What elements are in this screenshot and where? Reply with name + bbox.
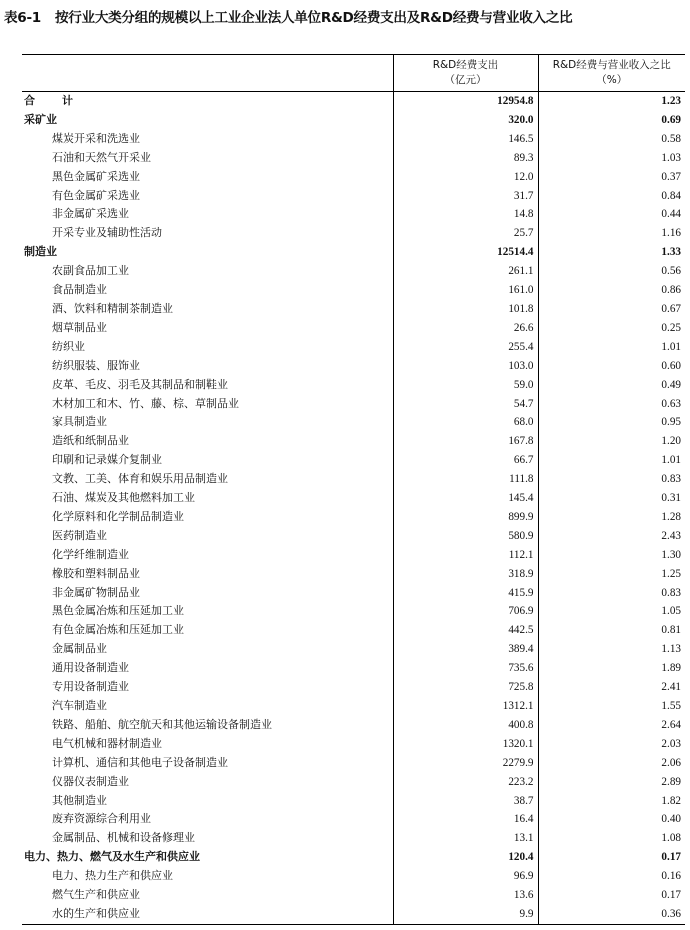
industry-name: 黑色金属冶炼和压延加工业 bbox=[52, 604, 184, 618]
industry-name: 食品制造业 bbox=[52, 283, 107, 297]
rd-expenditure-value: 13.1 bbox=[393, 829, 538, 848]
industry-name: 化学纤维制造业 bbox=[52, 547, 129, 561]
industry-name: 黑色金属矿采选业 bbox=[52, 169, 140, 183]
header-rd-expenditure-unit: （亿元） bbox=[444, 74, 487, 86]
rd-expenditure-value: 389.4 bbox=[393, 640, 538, 659]
table-row bbox=[22, 395, 685, 414]
table-row bbox=[22, 262, 685, 281]
rd-expenditure-value: 706.9 bbox=[393, 602, 538, 621]
table-row bbox=[22, 697, 685, 716]
table-row bbox=[22, 451, 685, 470]
industry-name: 仪器仪表制造业 bbox=[52, 774, 129, 788]
industry-name: 皮革、毛皮、羽毛及其制品和制鞋业 bbox=[52, 377, 228, 391]
rd-expenditure-value: 25.7 bbox=[393, 224, 538, 243]
table-title bbox=[4, 6, 690, 28]
rd-expenditure-value: 167.8 bbox=[393, 432, 538, 451]
rd-expenditure-value: 725.8 bbox=[393, 678, 538, 697]
rd-expenditure-value: 442.5 bbox=[393, 621, 538, 640]
rd-ratio-value: 1.28 bbox=[538, 508, 685, 527]
industry-name: 废弃资源综合利用业 bbox=[52, 812, 151, 826]
rd-ratio-value: 0.31 bbox=[538, 489, 685, 508]
industry-name: 医药制造业 bbox=[52, 528, 107, 542]
rd-expenditure-value: 14.8 bbox=[393, 205, 538, 224]
industry-name: 电力、热力生产和供应业 bbox=[52, 869, 173, 883]
table-row bbox=[22, 187, 685, 206]
table-row bbox=[22, 489, 685, 508]
rd-expenditure-value: 59.0 bbox=[393, 376, 538, 395]
rd-expenditure-value: 103.0 bbox=[393, 357, 538, 376]
table-row bbox=[22, 224, 685, 243]
industry-name: 开采专业及辅助性活动 bbox=[52, 226, 162, 240]
rd-ratio-value: 1.82 bbox=[538, 792, 685, 811]
rd-ratio-value: 2.41 bbox=[538, 678, 685, 697]
industry-name: 煤炭开采和洗选业 bbox=[52, 131, 140, 145]
data-table bbox=[22, 54, 685, 925]
table-row bbox=[22, 659, 685, 678]
rd-expenditure-value: 89.3 bbox=[393, 149, 538, 168]
industry-name: 汽车制造业 bbox=[52, 699, 107, 712]
table-number: 表6-1 bbox=[4, 10, 41, 26]
table-body bbox=[22, 92, 685, 925]
rd-ratio-value: 1.55 bbox=[538, 697, 685, 716]
table-row bbox=[22, 565, 685, 584]
industry-name: 电气机械和器材制造业 bbox=[52, 736, 162, 750]
table-row bbox=[22, 527, 685, 546]
rd-ratio-value: 0.40 bbox=[538, 810, 685, 829]
rd-ratio-value: 0.69 bbox=[538, 111, 685, 130]
rd-ratio-value: 2.64 bbox=[538, 716, 685, 735]
rd-expenditure-value: 580.9 bbox=[393, 527, 538, 546]
rd-ratio-value: 0.17 bbox=[538, 848, 685, 867]
rd-expenditure-value: 54.7 bbox=[393, 395, 538, 414]
rd-expenditure-value: 146.5 bbox=[393, 130, 538, 149]
industry-name: 文教、工美、体育和娱乐用品制造业 bbox=[52, 472, 228, 486]
rd-expenditure-value: 899.9 bbox=[393, 508, 538, 527]
industry-name: 其他制造业 bbox=[52, 793, 107, 807]
table-row bbox=[22, 168, 685, 187]
rd-expenditure-value: 96.9 bbox=[393, 867, 538, 886]
industry-name: 专用设备制造业 bbox=[52, 680, 129, 694]
table-row bbox=[22, 810, 685, 829]
rd-expenditure-value: 320.0 bbox=[393, 111, 538, 130]
table-row bbox=[22, 584, 685, 603]
rd-ratio-value: 0.63 bbox=[538, 395, 685, 414]
rd-expenditure-value: 223.2 bbox=[393, 773, 538, 792]
table-row bbox=[22, 792, 685, 811]
table-caption: 按行业大类分组的规模以上工业企业法人单位R&D经费支出及R&D经费与营业收入之比 bbox=[54, 10, 573, 26]
table-row bbox=[22, 432, 685, 451]
rd-ratio-value: 1.13 bbox=[538, 640, 685, 659]
industry-name: 非金属矿采选业 bbox=[52, 207, 129, 221]
rd-expenditure-value: 38.7 bbox=[393, 792, 538, 811]
rd-expenditure-value: 318.9 bbox=[393, 565, 538, 584]
table-row bbox=[22, 130, 685, 149]
rd-ratio-value: 0.44 bbox=[538, 205, 685, 224]
rd-ratio-value: 0.83 bbox=[538, 470, 685, 489]
industry-name: 金属制品、机械和设备修理业 bbox=[52, 831, 195, 845]
industry-name: 燃气生产和供应业 bbox=[52, 888, 140, 902]
rd-expenditure-value: 2279.9 bbox=[393, 754, 538, 773]
industry-name: 计算机、通信和其他电子设备制造业 bbox=[52, 755, 228, 769]
industry-name: 石油和天然气开采业 bbox=[52, 150, 151, 164]
industry-name: 有色金属矿采选业 bbox=[52, 188, 140, 202]
industry-name: 酒、饮料和精制茶制造业 bbox=[52, 301, 173, 315]
industry-name: 木材加工和木、竹、藤、棕、草制品业 bbox=[52, 396, 239, 410]
rd-ratio-value: 0.58 bbox=[538, 130, 685, 149]
table-row bbox=[22, 905, 685, 924]
industry-name: 化学原料和化学制品制造业 bbox=[52, 509, 184, 523]
industry-name: 采矿业 bbox=[24, 112, 57, 126]
rd-ratio-value: 0.36 bbox=[538, 905, 685, 924]
rd-expenditure-value: 101.8 bbox=[393, 300, 538, 319]
rd-ratio-value: 1.16 bbox=[538, 224, 685, 243]
section-row bbox=[22, 111, 685, 130]
table-row bbox=[22, 281, 685, 300]
table-header-row bbox=[22, 55, 685, 92]
rd-ratio-value: 0.83 bbox=[538, 584, 685, 603]
rd-ratio-value: 0.37 bbox=[538, 168, 685, 187]
rd-expenditure-value: 66.7 bbox=[393, 451, 538, 470]
rd-ratio-value: 0.67 bbox=[538, 300, 685, 319]
industry-name: 有色金属冶炼和压延加工业 bbox=[52, 623, 184, 637]
table-row bbox=[22, 376, 685, 395]
rd-expenditure-value: 1320.1 bbox=[393, 735, 538, 754]
rd-ratio-value: 1.01 bbox=[538, 338, 685, 357]
rd-ratio-value: 0.25 bbox=[538, 319, 685, 338]
rd-expenditure-value: 415.9 bbox=[393, 584, 538, 603]
rd-expenditure-value: 120.4 bbox=[393, 848, 538, 867]
rd-expenditure-value: 31.7 bbox=[393, 187, 538, 206]
header-rd-ratio bbox=[538, 55, 685, 92]
table-row bbox=[22, 470, 685, 489]
rd-ratio-value: 2.03 bbox=[538, 735, 685, 754]
table-row bbox=[22, 678, 685, 697]
rd-ratio-value: 1.25 bbox=[538, 565, 685, 584]
header-industry bbox=[22, 55, 393, 92]
industry-name: 石油、煤炭及其他燃料加工业 bbox=[52, 491, 195, 505]
rd-expenditure-value: 261.1 bbox=[393, 262, 538, 281]
table-row bbox=[22, 829, 685, 848]
section-row bbox=[22, 243, 685, 262]
rd-expenditure-value: 145.4 bbox=[393, 489, 538, 508]
rd-ratio-value: 0.86 bbox=[538, 281, 685, 300]
rd-ratio-value: 2.06 bbox=[538, 754, 685, 773]
rd-ratio-value: 1.03 bbox=[538, 149, 685, 168]
rd-ratio-value: 1.20 bbox=[538, 432, 685, 451]
rd-ratio-value: 1.01 bbox=[538, 451, 685, 470]
table-row bbox=[22, 338, 685, 357]
rd-ratio-value: 1.89 bbox=[538, 659, 685, 678]
rd-ratio-value: 1.05 bbox=[538, 602, 685, 621]
table-row bbox=[22, 621, 685, 640]
rd-expenditure-value: 400.8 bbox=[393, 716, 538, 735]
table-row bbox=[22, 886, 685, 905]
rd-ratio-value: 0.56 bbox=[538, 262, 685, 281]
rd-expenditure-value: 735.6 bbox=[393, 659, 538, 678]
industry-name: 橡胶和塑料制品业 bbox=[52, 566, 140, 580]
table-row bbox=[22, 149, 685, 168]
industry-name: 非金属矿物制品业 bbox=[52, 585, 140, 599]
header-rd-ratio-label: R&D经费与营业收入之比 bbox=[552, 59, 671, 71]
table-row bbox=[22, 205, 685, 224]
table-row bbox=[22, 735, 685, 754]
total-row bbox=[22, 92, 685, 111]
rd-ratio-value: 0.60 bbox=[538, 357, 685, 376]
table-row bbox=[22, 546, 685, 565]
rd-ratio-value: 0.16 bbox=[538, 867, 685, 886]
industry-name: 制造业 bbox=[24, 245, 57, 259]
rd-expenditure-value: 12954.8 bbox=[393, 92, 538, 111]
rd-ratio-value: 1.33 bbox=[538, 243, 685, 262]
rd-expenditure-value: 12.0 bbox=[393, 168, 538, 187]
rd-ratio-value: 0.17 bbox=[538, 886, 685, 905]
rd-expenditure-value: 68.0 bbox=[393, 413, 538, 432]
table-row bbox=[22, 413, 685, 432]
industry-name: 水的生产和供应业 bbox=[22, 905, 393, 924]
header-rd-expenditure-label: R&D经费支出 bbox=[432, 59, 499, 71]
rd-ratio-value: 0.84 bbox=[538, 187, 685, 206]
industry-name: 印刷和记录媒介复制业 bbox=[52, 453, 162, 467]
rd-expenditure-value: 16.4 bbox=[393, 810, 538, 829]
rd-expenditure-value: 12514.4 bbox=[393, 243, 538, 262]
table-row bbox=[22, 508, 685, 527]
industry-name: 电力、热力、燃气及水生产和供应业 bbox=[24, 850, 200, 864]
industry-name: 家具制造业 bbox=[52, 415, 107, 429]
rd-ratio-value: 2.43 bbox=[538, 527, 685, 546]
industry-name: 铁路、船舶、航空航天和其他运输设备制造业 bbox=[52, 717, 272, 731]
rd-expenditure-value: 112.1 bbox=[393, 546, 538, 565]
section-row bbox=[22, 848, 685, 867]
table-row bbox=[22, 357, 685, 376]
industry-name: 金属制品业 bbox=[52, 642, 107, 656]
rd-ratio-value: 1.30 bbox=[538, 546, 685, 565]
industry-name: 纺织服装、服饰业 bbox=[52, 358, 140, 372]
table-row bbox=[22, 867, 685, 886]
rd-ratio-value: 2.89 bbox=[538, 773, 685, 792]
header-rd-expenditure bbox=[393, 55, 538, 92]
table-row bbox=[22, 773, 685, 792]
table-row bbox=[22, 716, 685, 735]
rd-ratio-value: 0.49 bbox=[538, 376, 685, 395]
header-rd-ratio-unit: （%） bbox=[596, 74, 628, 86]
rd-expenditure-value: 26.6 bbox=[393, 319, 538, 338]
industry-name: 烟草制品业 bbox=[52, 320, 107, 334]
rd-expenditure-value: 13.6 bbox=[393, 886, 538, 905]
rd-ratio-value: 0.81 bbox=[538, 621, 685, 640]
industry-name: 农副食品加工业 bbox=[52, 264, 129, 278]
rd-expenditure-value: 111.8 bbox=[393, 470, 538, 489]
table-row bbox=[22, 319, 685, 338]
industry-name: 合 计 bbox=[24, 94, 81, 107]
rd-ratio-value: 1.08 bbox=[538, 829, 685, 848]
table-row bbox=[22, 300, 685, 319]
table-row bbox=[22, 602, 685, 621]
industry-name: 造纸和纸制品业 bbox=[52, 434, 129, 448]
table-row bbox=[22, 640, 685, 659]
rd-expenditure-value: 1312.1 bbox=[393, 697, 538, 716]
industry-name: 纺织业 bbox=[52, 339, 85, 353]
rd-expenditure-value: 161.0 bbox=[393, 281, 538, 300]
rd-expenditure-value: 9.9 bbox=[393, 905, 538, 924]
rd-ratio-value: 0.95 bbox=[538, 413, 685, 432]
table-row bbox=[22, 754, 685, 773]
rd-ratio-value: 1.23 bbox=[538, 92, 685, 111]
rd-expenditure-value: 255.4 bbox=[393, 338, 538, 357]
industry-name: 通用设备制造业 bbox=[52, 661, 129, 675]
